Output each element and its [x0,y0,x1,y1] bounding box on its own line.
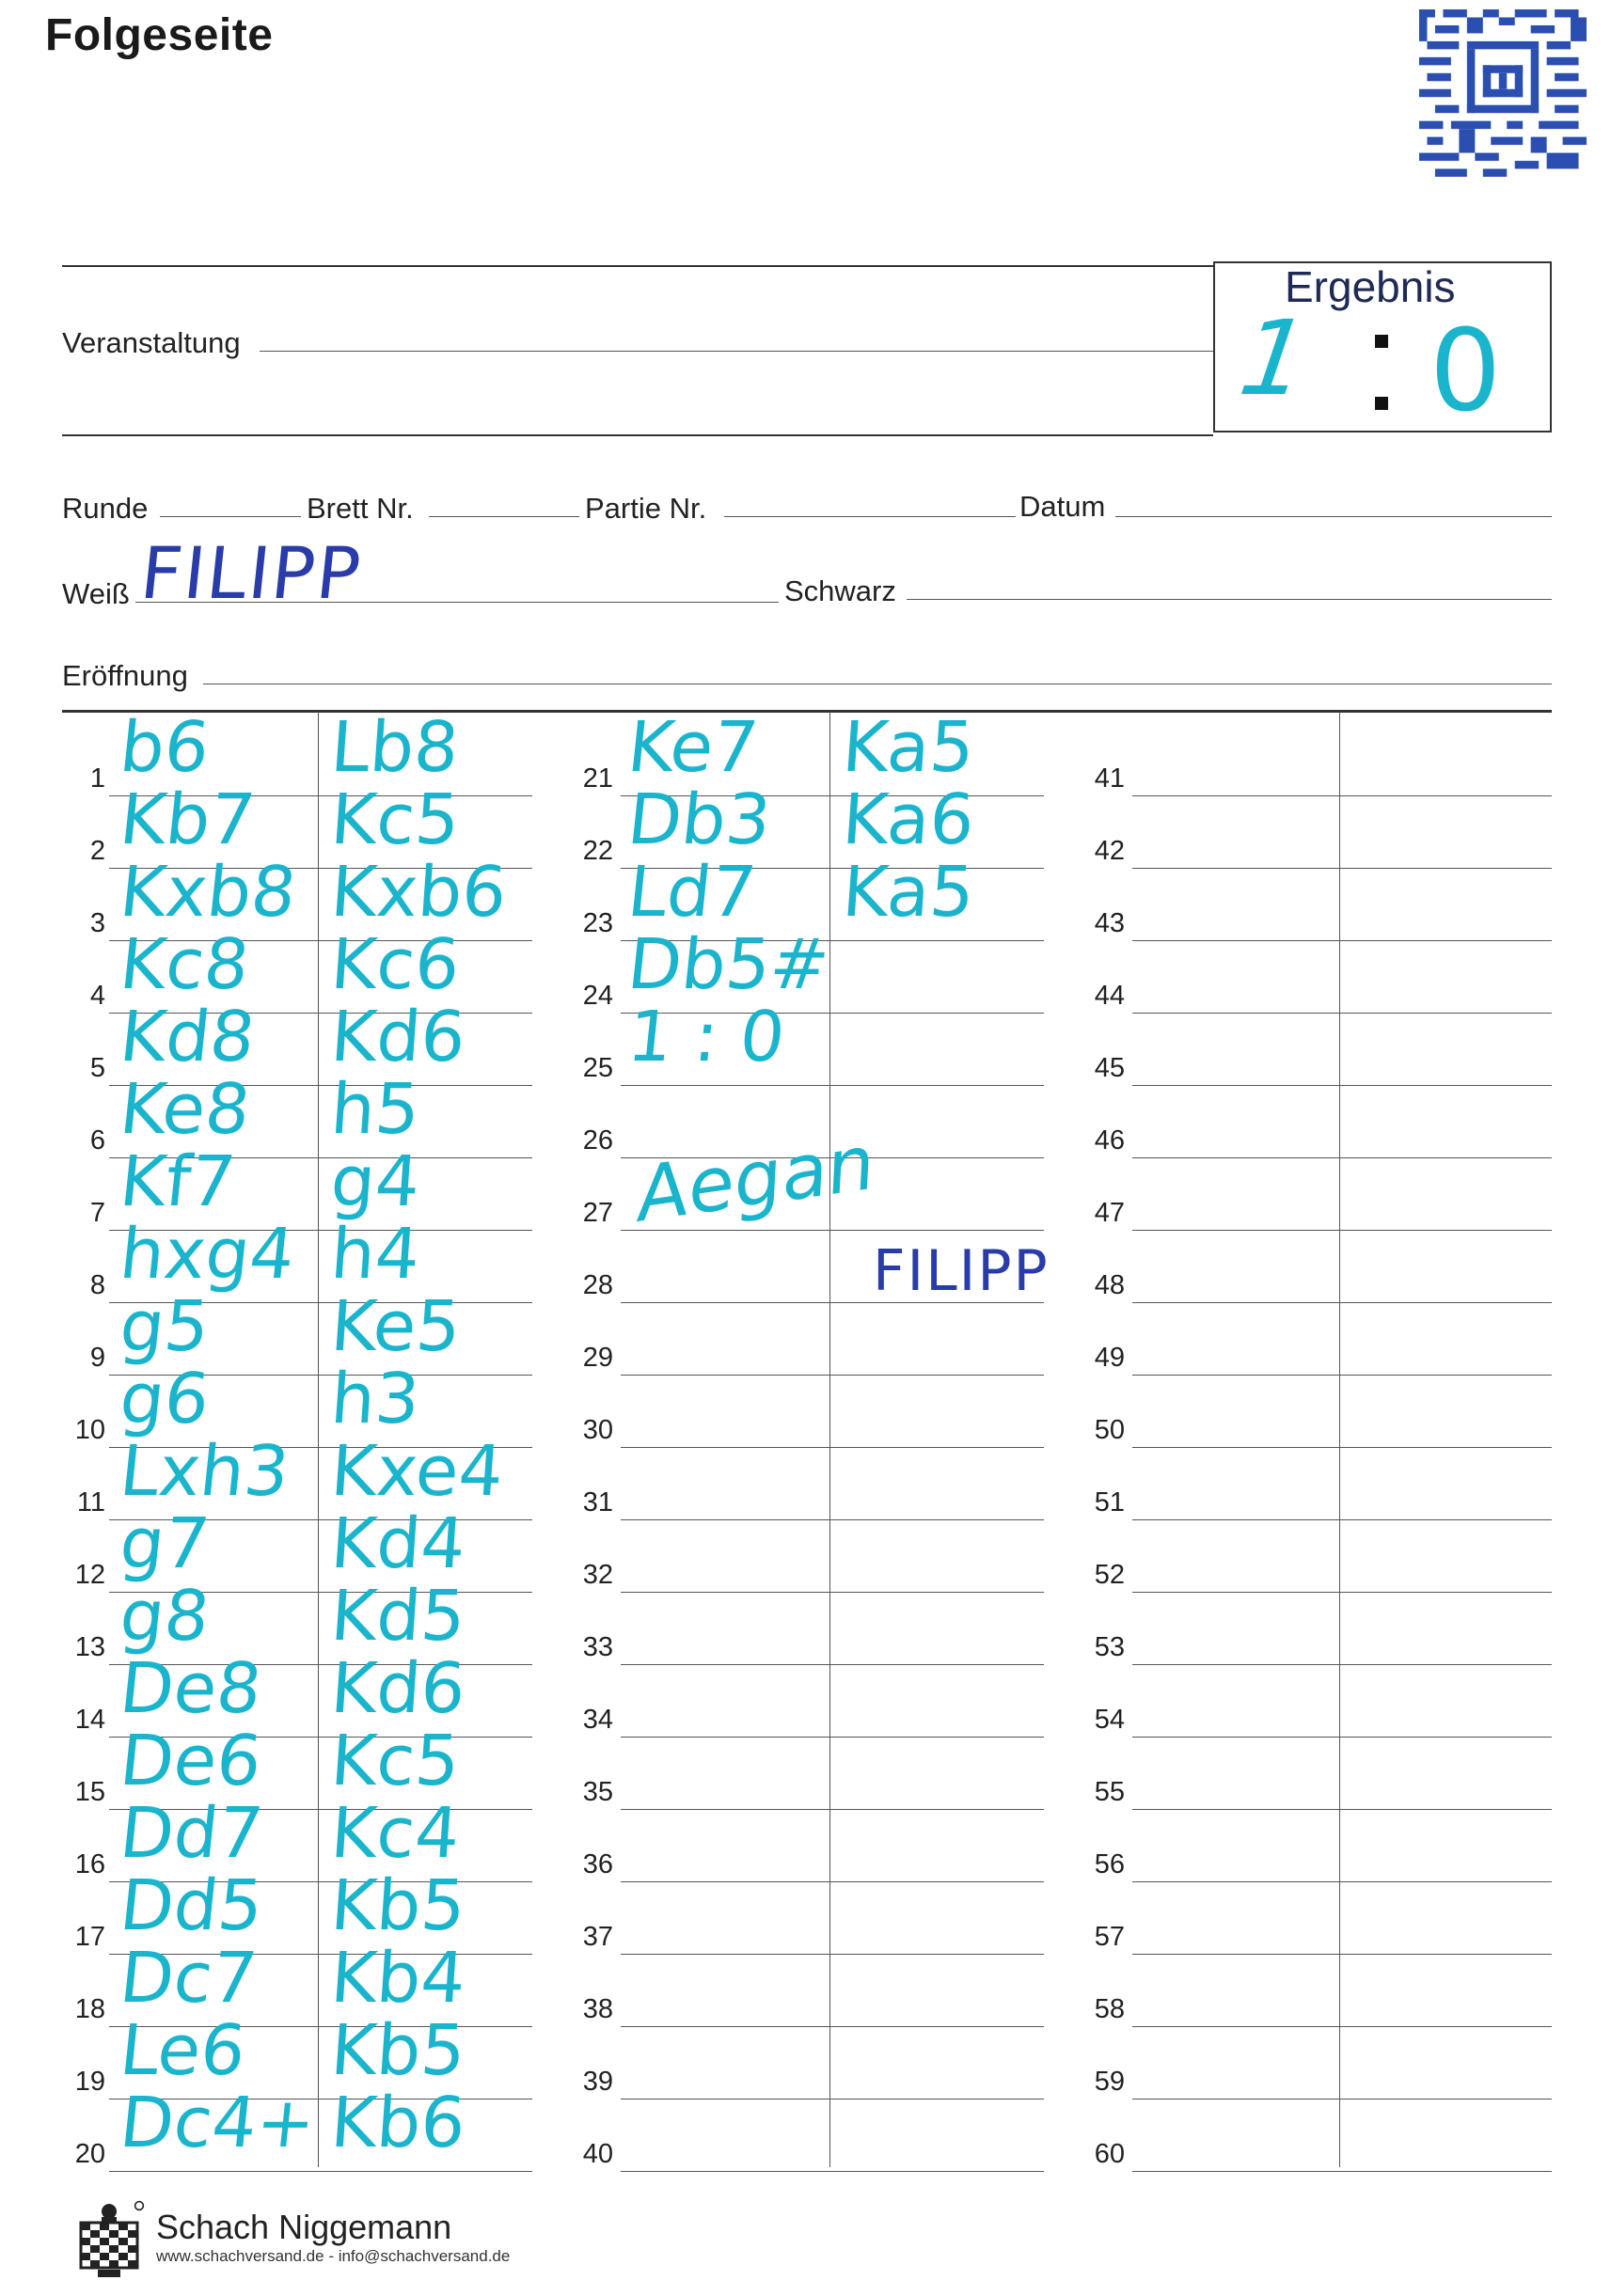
white-move: Dc4+ [116,2083,320,2163]
move-row-line[interactable] [1132,1447,1552,1448]
event-label: Veranstaltung [62,326,241,359]
move-row-line[interactable] [1132,1881,1552,1882]
move-row-line[interactable] [1132,868,1552,869]
white-move: Kf7 [116,1141,240,1222]
move-number: 26 [582,1125,613,1156]
black-move: h4 [327,1214,422,1295]
move-number: 42 [1094,836,1125,866]
white-move: g5 [116,1286,213,1367]
white-move: Db5# [624,924,833,1005]
move-number: 1 [89,763,105,794]
move-number: 12 [74,1560,105,1590]
move-row-line[interactable] [1132,1085,1552,1086]
move-number: 19 [74,2067,105,2097]
black-move: h3 [327,1359,422,1439]
move-row-line[interactable] [621,1737,1044,1738]
result-separator-dot-bottom [1375,397,1388,410]
move-number: 43 [1094,908,1125,938]
move-number: 33 [582,1632,613,1662]
move-number: 30 [582,1415,613,1445]
game-field-line[interactable] [724,516,1016,517]
black-move: Kc5 [327,1721,463,1801]
move-row-line[interactable] [1132,1230,1552,1231]
move-number: 15 [74,1777,105,1807]
move-number: 29 [582,1343,613,1373]
handwritten-note-b: FILIPP [873,1238,1050,1304]
black-field-line[interactable] [907,599,1552,600]
round-label: Runde [62,492,149,525]
move-number: 21 [582,763,613,794]
handwritten-note-a: Aegan [630,1118,880,1239]
event-field-line[interactable] [260,351,1213,352]
white-player-name: FILIPP [136,531,367,615]
black-move: Kb5 [327,1865,468,1946]
white-move: 1 : 0 [624,997,789,1077]
move-row-line[interactable] [1132,2026,1552,2027]
move-row-line[interactable] [621,1375,1044,1376]
move-row-line[interactable] [1132,1592,1552,1593]
move-number: 51 [1094,1487,1125,1518]
white-move: Dc7 [116,1938,261,2019]
move-number: 60 [1094,2139,1125,2169]
black-move: g4 [327,1141,423,1222]
move-row-line[interactable] [1132,1737,1552,1738]
move-number: 11 [76,1487,105,1518]
move-row-line[interactable] [1132,1954,1552,1955]
result-label: Ergebnis [1285,262,1456,311]
white-move: g6 [116,1359,213,1439]
move-row-line[interactable] [1132,1664,1552,1665]
move-number: 54 [1094,1705,1125,1735]
move-number: 38 [582,1994,613,2024]
white-move: Dd7 [116,1793,267,1874]
move-number: 46 [1094,1125,1125,1156]
move-number: 3 [89,908,105,938]
board-label: Brett Nr. [307,492,414,525]
black-move: Kxb6 [327,852,510,933]
black-move: Kc6 [327,924,463,1005]
round-field-line[interactable] [160,516,301,517]
white-move: Kb7 [116,779,260,860]
move-number: 24 [582,981,613,1011]
move-row-line[interactable] [621,1592,1044,1593]
move-number: 55 [1094,1777,1125,1807]
move-number: 47 [1094,1198,1125,1228]
move-number: 53 [1094,1632,1125,1662]
move-number: 2 [89,836,105,866]
move-row-line[interactable] [621,1881,1044,1882]
move-row-line[interactable] [1132,940,1552,941]
move-number: 18 [74,1994,105,2024]
move-row-line[interactable] [621,1519,1044,1520]
black-move: Kb6 [327,2083,468,2163]
move-number: 40 [582,2139,613,2169]
move-number: 20 [74,2139,105,2169]
date-label: Datum [1019,490,1106,523]
white-move: g7 [116,1503,213,1584]
date-field-line[interactable] [1115,516,1552,517]
move-number: 17 [74,1922,105,1952]
move-row-line[interactable] [621,1954,1044,1955]
move-number: 22 [582,836,613,866]
move-number: 41 [1094,763,1125,794]
move-row-line[interactable] [1132,1013,1552,1014]
move-row-line[interactable] [1132,2171,1552,2172]
white-move: b6 [116,707,213,788]
move-number: 16 [74,1849,105,1879]
move-number: 31 [582,1487,613,1518]
move-number: 7 [89,1198,105,1228]
white-move: Lxh3 [116,1431,293,1512]
black-move: Kd5 [327,1576,468,1657]
move-row-line[interactable] [621,1447,1044,1448]
move-number: 39 [582,2067,613,2097]
move-row-line[interactable] [1132,1157,1552,1158]
black-move: Kxe4 [327,1431,506,1512]
result-white-score: 1 [1233,298,1316,418]
move-number: 35 [582,1777,613,1807]
move-row-line[interactable] [621,1809,1044,1810]
black-move: Kd6 [327,997,468,1077]
move-number: 14 [74,1705,105,1735]
top-rule [62,265,1213,267]
move-number: 36 [582,1849,613,1879]
event-bottom-rule [62,434,1213,436]
white-move: hxg4 [116,1214,299,1295]
black-move: Kd4 [327,1503,468,1584]
result-black-score: 0 [1429,307,1502,437]
move-row-line[interactable] [1132,1375,1552,1376]
opening-label: Eröffnung [62,659,188,692]
moves-top-rule [62,710,1552,713]
move-row-line[interactable] [621,1085,1044,1086]
move-number: 4 [89,981,105,1011]
white-move: Kxb8 [116,852,300,933]
move-number: 57 [1094,1922,1125,1952]
col1-separator [318,712,319,2167]
white-move: Dd5 [116,1865,267,1946]
move-number: 59 [1094,2067,1125,2097]
black-move: h5 [327,1069,422,1150]
move-row-line[interactable] [1132,1519,1552,1520]
white-move: Ke8 [116,1069,254,1150]
move-number: 13 [74,1632,105,1662]
white-move: Kd8 [116,997,260,1077]
black-move: Kb4 [327,1938,468,2019]
move-number: 45 [1094,1053,1125,1083]
move-number: 56 [1094,1849,1125,1879]
qr-code-icon [1418,9,1587,177]
move-number: 52 [1094,1560,1125,1590]
move-row-line[interactable] [621,1664,1044,1665]
white-move: Kc8 [116,924,253,1005]
white-move: De6 [116,1721,266,1801]
black-move: Kd6 [327,1648,468,1729]
page-title: Folgeseite [45,10,274,60]
black-move: Ka5 [839,707,977,788]
move-number: 5 [89,1053,105,1083]
white-move: Ld7 [624,852,760,933]
board-field-line[interactable] [429,516,579,517]
move-number: 9 [89,1343,105,1373]
black-label: Schwarz [784,574,896,607]
white-move: Ke7 [624,707,762,788]
move-row-line[interactable] [1132,1302,1552,1303]
black-move: Ka5 [839,852,977,933]
move-row-line[interactable] [621,2171,1044,2172]
black-move: Kc5 [327,779,463,860]
move-number: 34 [582,1705,613,1735]
move-row-line[interactable] [621,2026,1044,2027]
white-move: Db3 [624,779,775,860]
black-move: Kc4 [327,1793,463,1874]
move-number: 44 [1094,981,1125,1011]
move-row-line[interactable] [1132,795,1552,796]
move-number: 10 [74,1415,105,1445]
white-move: Le6 [116,2010,250,2091]
move-row-line[interactable] [109,2171,532,2172]
move-number: 49 [1094,1343,1125,1373]
move-number: 28 [582,1270,613,1300]
move-number: 32 [582,1560,613,1590]
result-separator-dot-top [1375,335,1388,348]
game-label: Partie Nr. [585,492,707,525]
move-number: 6 [89,1125,105,1156]
black-move: Kb5 [327,2010,468,2091]
col3-separator [1339,712,1340,2167]
move-row-line[interactable] [1132,1809,1552,1810]
white-label: Weiß [62,577,130,610]
move-number: 58 [1094,1994,1125,2024]
move-number: 23 [582,908,613,938]
move-number: 48 [1094,1270,1125,1300]
move-number: 37 [582,1922,613,1952]
move-number: 27 [582,1198,613,1228]
move-number: 8 [89,1270,105,1300]
white-move: g8 [116,1576,213,1657]
move-number: 25 [582,1053,613,1083]
black-move: Ka6 [839,779,977,860]
move-number: 50 [1094,1415,1125,1445]
chess-logo-icon [73,2200,145,2279]
brand-name: Schach Niggemann [156,2208,452,2246]
brand-contact: www.schachversand.de - info@schachversand.de [156,2247,511,2265]
black-move: Ke5 [327,1286,464,1367]
black-move: Lb8 [327,707,462,788]
white-move: De8 [116,1648,266,1729]
